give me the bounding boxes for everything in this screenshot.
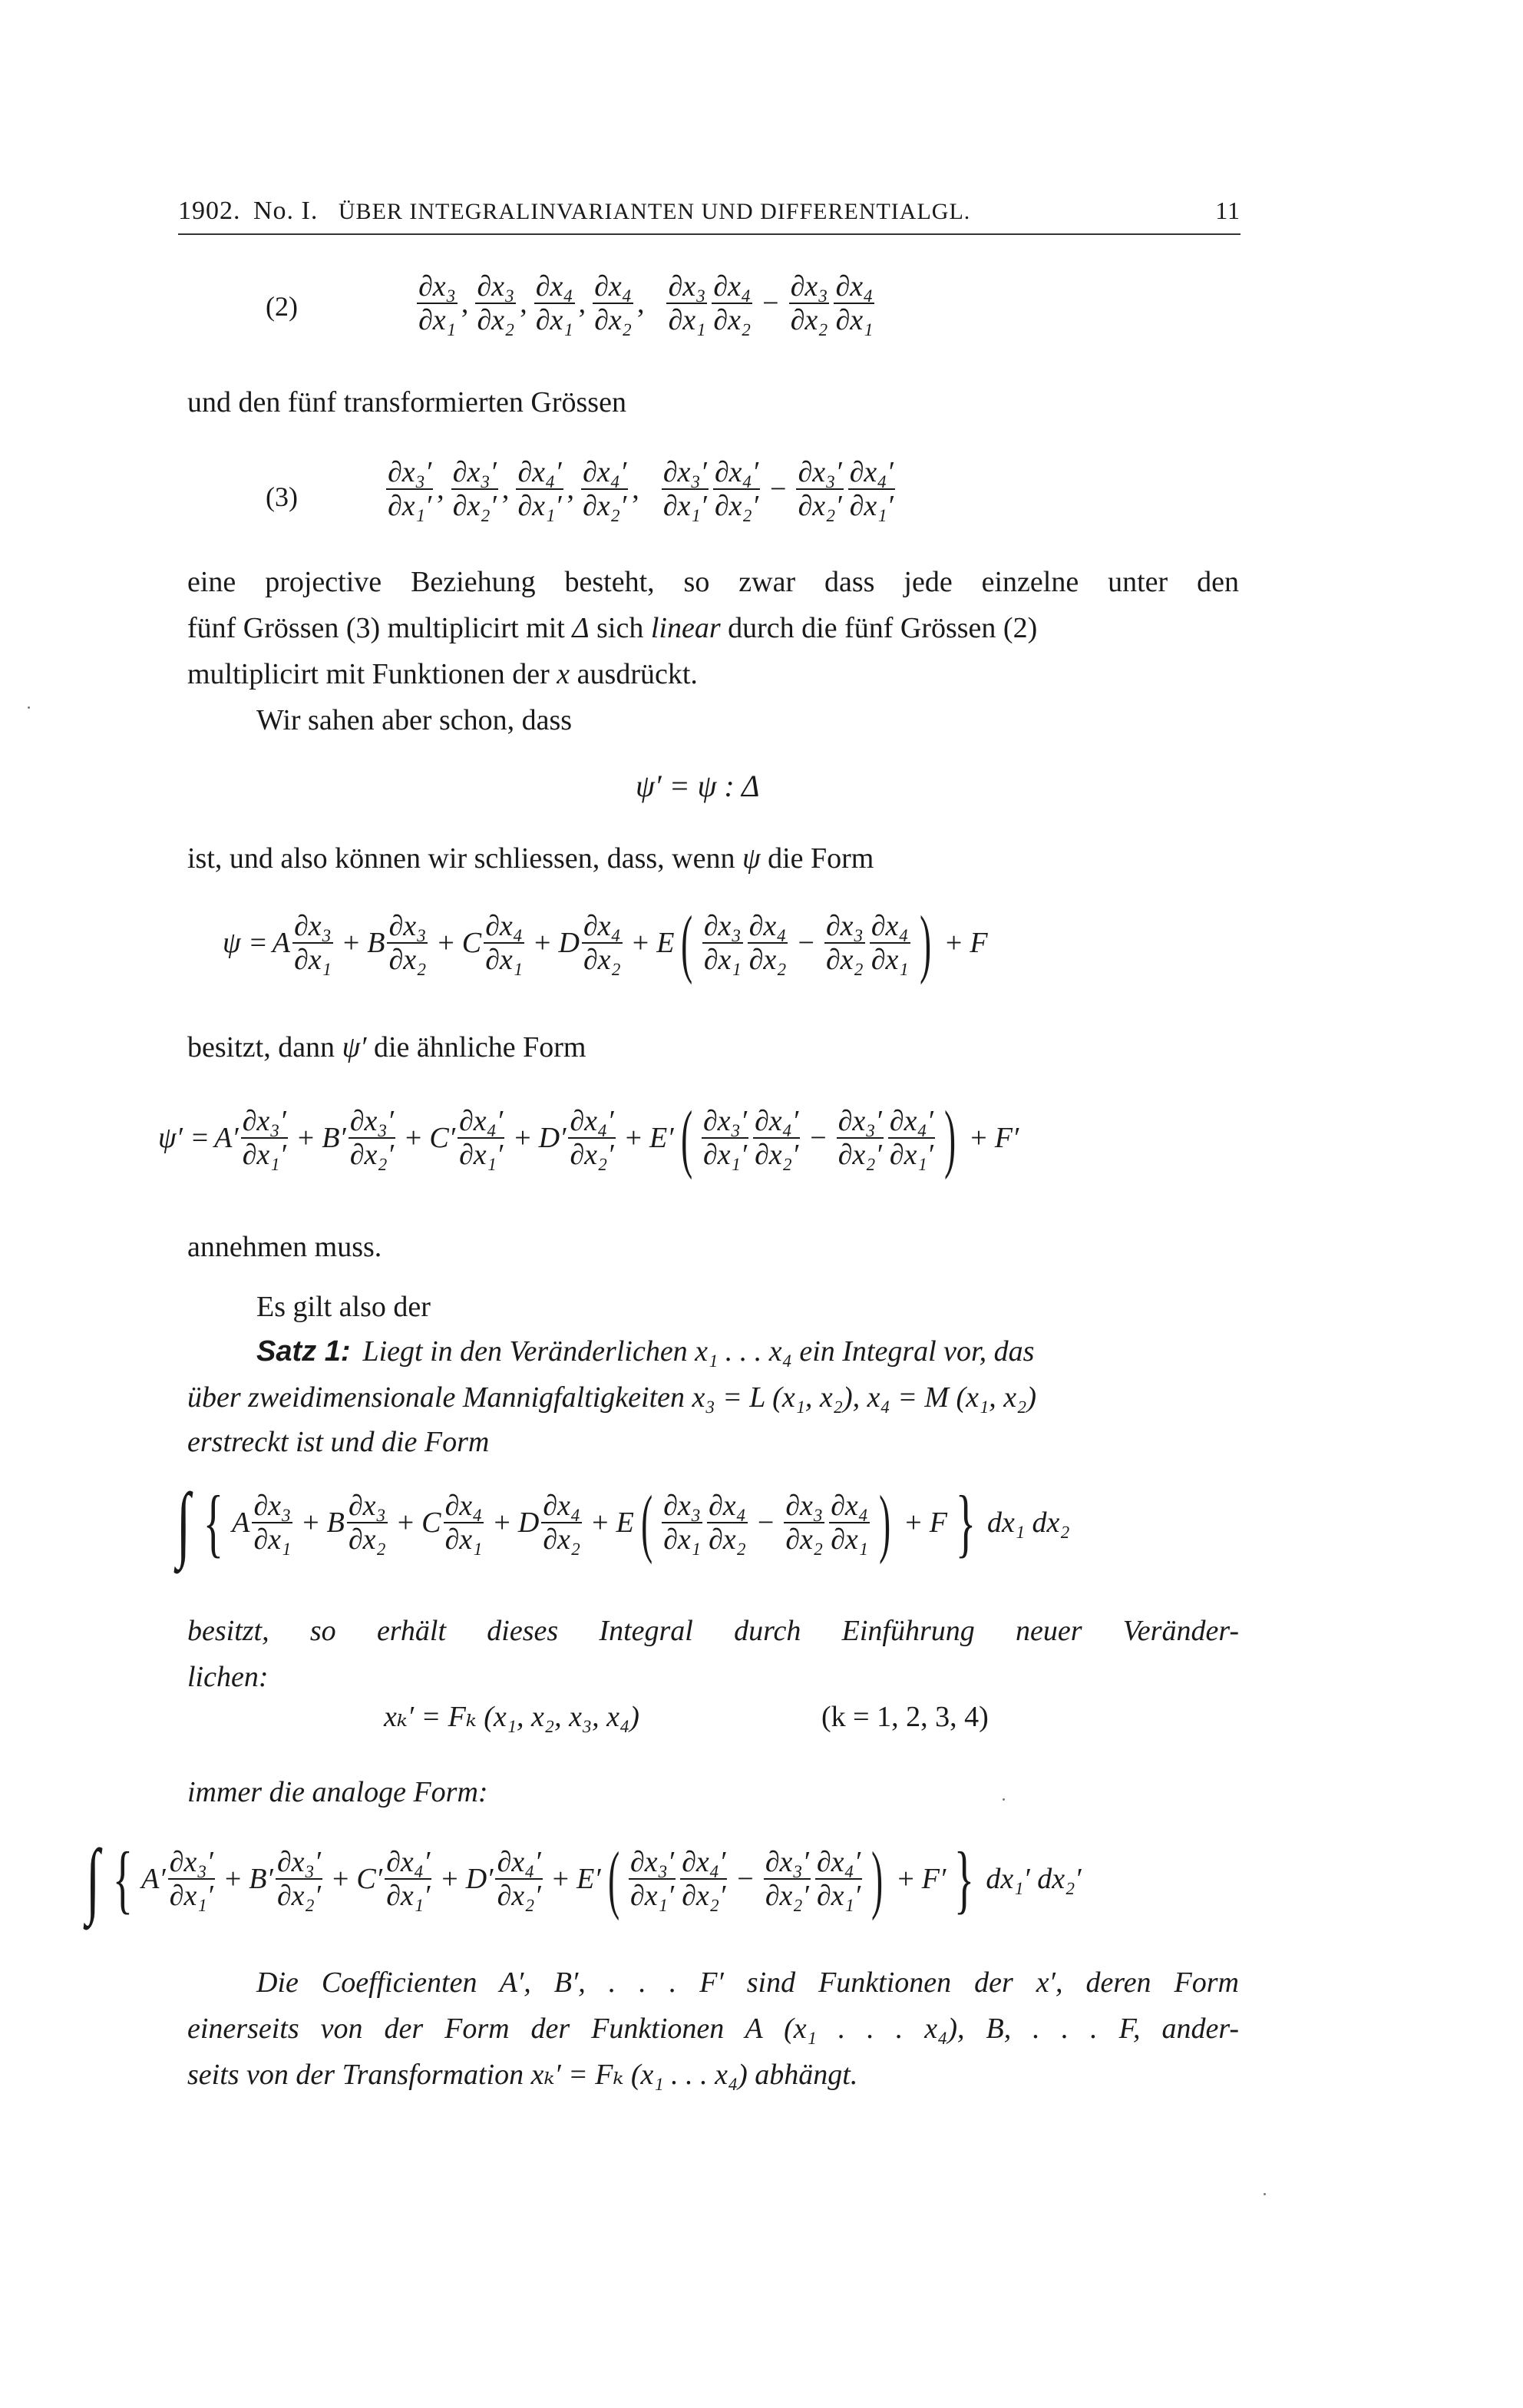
fraction: $\frac{\text{∂x₃}}{\text{∂x₁}}$ [663,1490,701,1556]
fraction: $\frac{\text{∂x₃′}}{\text{∂x₂′}}$ [765,1846,809,1912]
transformation-formula: xₖ′ = Fₖ (x₁, x₂, x₃, x₄) [384,1701,639,1733]
right-paren: ) [919,900,931,985]
fraction: $\frac{\text{∂x₃′}}{\text{∂x₂′}}$ [276,1846,321,1912]
paragraph-line: fünf Grössen (3) multiplicirt mit Δ sich linear durch die fünf Grössen (2) [187,612,1038,644]
fraction: $\frac{\text{∂x₃}}{\text{∂x₂}}$ [785,1490,824,1556]
fraction: $\frac{\text{∂x₃′}}{\text{∂x₂′}}$ [837,1105,882,1171]
theorem-label: Satz 1: [256,1335,351,1368]
fraction: $\frac{\text{∂x₄′}}{\text{∂x₁′}}$ [849,456,894,522]
fraction: $\frac{\text{∂x₄′}}{\text{∂x₁′}}$ [517,456,562,522]
fraction: $\frac{\text{∂x₃}}{\text{∂x₁}}$ [293,910,332,976]
theorem-line: lichen: [187,1661,269,1693]
paragraph-text [187,559,1239,697]
header-issue: No. I. [253,197,319,225]
theorem-line: immer die analoge Form: [187,1776,488,1808]
fraction: $\frac{\text{∂x₄}}{\text{∂x₁}}$ [831,1490,868,1556]
scan-speck [1264,2193,1266,2195]
fraction: $\frac{\text{∂x₃}}{\text{∂x₁}}$ [253,1490,292,1556]
paragraph-text: ist, und also können wir schliessen, dass, wenn ψ die Form [187,842,874,875]
equation-3: $\frac{\text{∂x₃′}}{\text{∂x₁′}}$ , $\frac{\text{∂x₃′}}{\text{∂x₂′}}$ , $\frac{\text{∂x₄′}}{\text{∂x₁′}}$ , $\frac{\text{∂x₄′}}{\text{∂x₂′}}$ , $\frac{\text{∂x₃′}}{\text{∂x₁′}}$ $\frac{\text{∂x₄′}}{\text{∂x₂′}}$ − $\frac{\text{∂x₃′}}{\text{∂x₂′}}$ $\frac{\text{∂x₄′}}{\text{∂x₁′}}$ [388,456,894,522]
left-paren: ( [680,1095,692,1180]
paragraph-text: und den fünf transformierten Grössen [187,386,626,418]
fraction: $\frac{\text{∂x₄′}}{\text{∂x₂′}}$ [714,456,759,522]
running-header [178,197,1241,226]
index-range: (k = 1, 2, 3, 4) [821,1701,989,1733]
fraction: $\frac{\text{∂x₄}}{\text{∂x₁}}$ [835,270,874,336]
fraction: $\frac{\text{∂x₃′}}{\text{∂x₁′}}$ [169,1846,213,1912]
fraction: $\frac{\text{∂x₃′}}{\text{∂x₁′}}$ [662,456,707,522]
fraction: $\frac{\text{∂x₄}}{\text{∂x₁}}$ [535,270,573,336]
fraction: $\frac{\text{∂x₄}}{\text{∂x₁}}$ [485,910,523,976]
fraction: $\frac{\text{∂x₃}}{\text{∂x₂}}$ [790,270,828,336]
left-paren: ( [681,900,693,985]
theorem-text [256,1328,1034,1374]
equation-integral-prime: ∫ { A′ $\frac{\text{∂x₃′}}{\text{∂x₁′}}$ + B′ $\frac{\text{∂x₃′}}{\text{∂x₂′}}$ + C′ $\frac{\text{∂x₄′}}{\text{∂x₁′}}$ + D′ $\frac{\text{∂x₄′}}{\text{∂x₂′}}$ + E′ ( $\frac{\text{∂x₃′}}{\text{∂x₁′}}$ $\frac{\text{∂x₄′}}{\text{∂x₂′}}$ − $\frac{\text{∂x₃′}}{\text{∂x₂′}}$ $\frac{\text{∂x₄′}}{\text{∂x₁′}}$ ) + F′ } dx₁′ dx₂′ [86,1832,1082,1926]
fraction: $\frac{\text{∂x₃′}}{\text{∂x₁′}}$ [242,1105,286,1171]
fraction: $\frac{\text{∂x₄′}}{\text{∂x₂′}}$ [682,1846,726,1912]
paragraph-line: eine projective Beziehung besteht, so zwar dass jede einzelne unter den [187,566,1239,598]
fraction: $\frac{\text{∂x₃}}{\text{∂x₂}}$ [477,270,515,336]
paragraph-line: multiplicirt mit Funktionen der x ausdrückt. [187,658,698,690]
equation-2-tag: (2) [266,291,298,322]
header-year: 1902. [178,197,241,225]
header-rule [178,233,1241,235]
left-paren: ( [607,1836,619,1921]
right-paren: ) [879,1480,891,1565]
equation-3-tag: (3) [266,481,298,512]
fraction: $\frac{\text{∂x₃′}}{\text{∂x₂′}}$ [452,456,497,522]
fraction: $\frac{\text{∂x₄}}{\text{∂x₂}}$ [594,270,632,336]
header-title: ÜBER INTEGRALINVARIANTEN UND DIFFERENTIALGL. [338,199,971,224]
fraction: $\frac{\text{∂x₄′}}{\text{∂x₂′}}$ [583,456,627,522]
differentials: dx₁ dx₂ [986,1507,1070,1539]
equation-integral: ∫ { A $\frac{\text{∂x₃}}{\text{∂x₁}}$ + B $\frac{\text{∂x₃}}{\text{∂x₂}}$ + C $\frac{\text{∂x₄}}{\text{∂x₁}}$ + D $\frac{\text{∂x₄}}{\text{∂x₂}}$ + E ( $\frac{\text{∂x₃}}{\text{∂x₁}}$ $\frac{\text{∂x₄}}{\text{∂x₂}}$ − $\frac{\text{∂x₃}}{\text{∂x₂}}$ $\frac{\text{∂x₄}}{\text{∂x₁}}$ ) + F } dx₁ dx₂ [177,1476,1070,1570]
equation-psi-prime: ψ′ = A′ $\frac{\text{∂x₃′}}{\text{∂x₁′}}$ + B′ $\frac{\text{∂x₃′}}{\text{∂x₂′}}$ + C′ $\frac{\text{∂x₄′}}{\text{∂x₁′}}$ + D′ $\frac{\text{∂x₄′}}{\text{∂x₂′}}$ + E′ ( $\frac{\text{∂x₃′}}{\text{∂x₁′}}$ $\frac{\text{∂x₄′}}{\text{∂x₂′}}$ − $\frac{\text{∂x₃′}}{\text{∂x₂′}}$ $\frac{\text{∂x₄′}}{\text{∂x₁′}}$ ) + F′ [158,1095,1019,1180]
fraction: $\frac{\text{∂x₄′}}{\text{∂x₁′}}$ [386,1846,431,1912]
fraction: $\frac{\text{∂x₃}}{\text{∂x₁}}$ [668,270,706,336]
fraction: $\frac{\text{∂x₃}}{\text{∂x₂}}$ [348,1490,386,1556]
theorem-line: seits von der Transformation xₖ′ = Fₖ (x₁ . . . x₄) abhängt. [187,2059,858,2091]
fraction: $\frac{\text{∂x₃′}}{\text{∂x₂′}}$ [798,456,842,522]
paragraph-text: annehmen muss. [187,1231,382,1263]
scan-speck [28,706,30,709]
theorem-line: besitzt, so erhält dieses Integral durch Einführung neuer Veränder- [187,1615,1239,1647]
differentials: dx₁′ dx₂′ [986,1863,1082,1895]
fraction: $\frac{\text{∂x₄}}{\text{∂x₂}}$ [713,270,752,336]
left-brace: { [203,1480,224,1565]
paragraph-text: besitzt, dann ψ′ die ähnliche Form [187,1031,586,1063]
fraction: $\frac{\text{∂x₃′}}{\text{∂x₁′}}$ [388,456,432,522]
fraction: $\frac{\text{∂x₄}}{\text{∂x₁}}$ [444,1490,483,1556]
fraction: $\frac{\text{∂x₄′}}{\text{∂x₁′}}$ [816,1846,861,1912]
integral-sign: ∫ [86,1832,101,1926]
scan-speck [1003,1798,1005,1801]
right-paren: ) [871,1836,884,1921]
fraction: $\frac{\text{∂x₄}}{\text{∂x₂}}$ [748,910,787,976]
fraction: $\frac{\text{∂x₃′}}{\text{∂x₁′}}$ [629,1846,675,1912]
integral-sign: ∫ [177,1476,191,1570]
equation-psi: ψ = A $\frac{\text{∂x₃}}{\text{∂x₁}}$ + B $\frac{\text{∂x₃}}{\text{∂x₂}}$ + C $\frac{\text{∂x₄}}{\text{∂x₁}}$ + D $\frac{\text{∂x₄}}{\text{∂x₂}}$ + E ( $\frac{\text{∂x₃}}{\text{∂x₁}}$ $\frac{\text{∂x₄}}{\text{∂x₂}}$ − $\frac{\text{∂x₃}}{\text{∂x₂}}$ $\frac{\text{∂x₄}}{\text{∂x₁}}$ ) + F [223,900,988,985]
fraction: $\frac{\text{∂x₄}}{\text{∂x₂}}$ [543,1490,581,1556]
fraction: $\frac{\text{∂x₄′}}{\text{∂x₁′}}$ [459,1105,504,1171]
fraction: $\frac{\text{∂x₃}}{\text{∂x₂}}$ [388,910,427,976]
fraction: $\frac{\text{∂x₄′}}{\text{∂x₂′}}$ [497,1846,541,1912]
right-brace: } [955,1480,976,1565]
equation-psi-ratio: ψ′ = ψ : Δ [636,769,760,803]
left-brace: { [112,1836,134,1921]
fraction: $\frac{\text{∂x₃}}{\text{∂x₁}}$ [418,270,456,336]
paragraph-text: Es gilt also der [256,1291,431,1323]
fraction: $\frac{\text{∂x₄′}}{\text{∂x₂′}}$ [755,1105,799,1171]
fraction: $\frac{\text{∂x₃}}{\text{∂x₂}}$ [825,910,864,976]
fraction: $\frac{\text{∂x₄}}{\text{∂x₂}}$ [583,910,621,976]
fraction: $\frac{\text{∂x₄′}}{\text{∂x₂′}}$ [570,1105,614,1171]
page-number: 11 [1215,197,1241,224]
theorem-line: über zweidimensionale Mannigfaltigkeiten x₃ = L (x₁, x₂), x₄ = M (x₁, x₂) [187,1381,1036,1414]
theorem-line: Die Coefficienten A′, B′, . . . F′ sind Funktionen der x′, deren Form [256,1966,1239,1999]
paragraph-text: Wir sahen aber schon, dass [256,704,573,736]
right-brace: } [954,1836,975,1921]
theorem-line: Liegt in den Veränderlichen x₁ . . . x₄ ein Integral vor, das [362,1335,1035,1368]
fraction: $\frac{\text{∂x₄}}{\text{∂x₂}}$ [708,1490,746,1556]
fraction: $\frac{\text{∂x₃′}}{\text{∂x₂′}}$ [349,1105,394,1171]
left-paren: ( [640,1480,652,1565]
fraction: $\frac{\text{∂x₃′}}{\text{∂x₁′}}$ [702,1105,748,1171]
fraction: $\frac{\text{∂x₄}}{\text{∂x₁}}$ [871,910,909,976]
fraction: $\frac{\text{∂x₃}}{\text{∂x₁}}$ [703,910,742,976]
theorem-line: einerseits von der Form der Funktionen A (x₁ . . . x₄), B, . . . F, ander- [187,2013,1239,2045]
theorem-line: erstreckt ist und die Form [187,1426,490,1458]
fraction: $\frac{\text{∂x₄′}}{\text{∂x₁′}}$ [889,1105,933,1171]
right-paren: ) [944,1095,956,1180]
equation-2: $\frac{\text{∂x₃}}{\text{∂x₁}}$ , $\frac{\text{∂x₃}}{\text{∂x₂}}$ , $\frac{\text{∂x₄}}{\text{∂x₁}}$ , $\frac{\text{∂x₄}}{\text{∂x₂}}$ , $\frac{\text{∂x₃}}{\text{∂x₁}}$ $\frac{\text{∂x₄}}{\text{∂x₂}}$ − $\frac{\text{∂x₃}}{\text{∂x₂}}$ $\frac{\text{∂x₄}}{\text{∂x₁}}$ [418,270,874,336]
